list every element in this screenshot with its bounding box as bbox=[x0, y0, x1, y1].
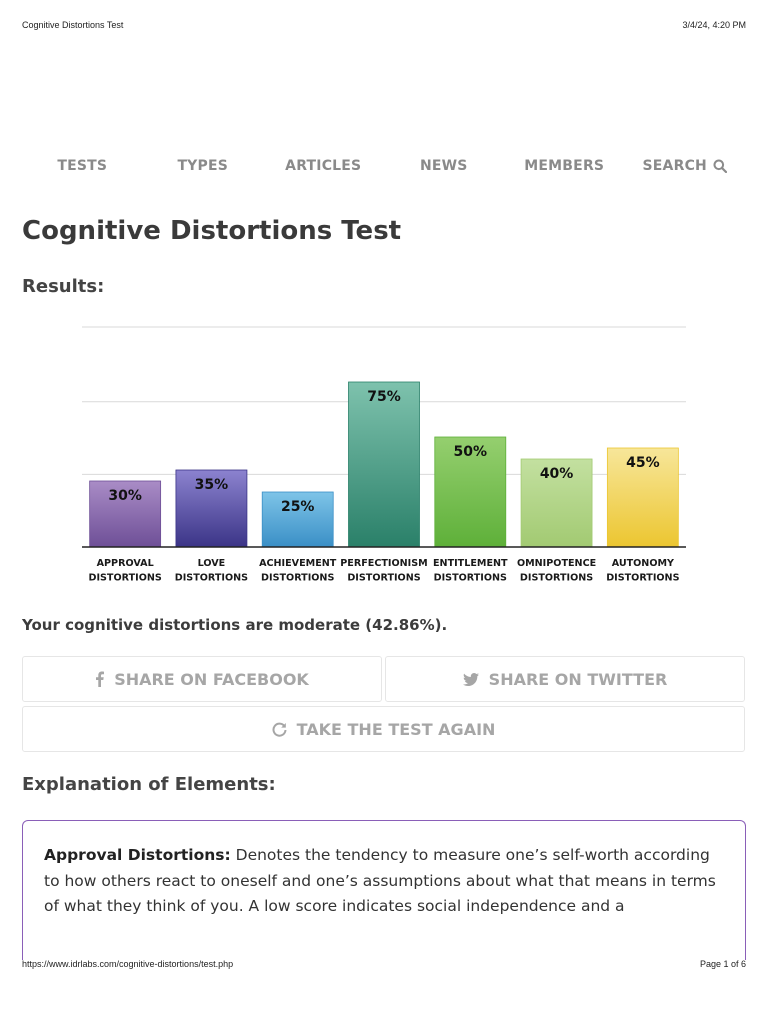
print-header bbox=[22, 20, 746, 30]
share-twitter-label: SHARE ON TWITTER bbox=[488, 669, 668, 689]
twitter-icon bbox=[463, 673, 479, 686]
print-footer bbox=[22, 959, 746, 969]
bar-value-label: 45% bbox=[626, 455, 660, 471]
result-summary: Your cognitive distortions are moderate (42.86%). bbox=[22, 616, 448, 634]
take-test-again-button[interactable] bbox=[22, 706, 745, 752]
nav-types-label: TYPES bbox=[177, 158, 229, 174]
category-label: PERFECTIONISM bbox=[340, 558, 428, 569]
bar-value-label: 75% bbox=[367, 389, 401, 405]
category-label: APPROVAL bbox=[96, 558, 154, 569]
category-label: DISTORTIONS bbox=[174, 572, 249, 584]
category-label: DISTORTIONS bbox=[347, 572, 421, 584]
category-label: DISTORTIONS bbox=[519, 572, 594, 584]
chart-bar bbox=[349, 382, 420, 547]
results-bar-chart bbox=[78, 318, 690, 590]
category-label: DISTORTIONS bbox=[88, 572, 162, 584]
print-header-title: Cognitive Distortions Test bbox=[22, 20, 124, 30]
page-title: Cognitive Distortions Test bbox=[22, 216, 402, 246]
take-test-again-label: TAKE THE TEST AGAIN bbox=[296, 719, 496, 739]
print-footer-page: Page 1 of 6 bbox=[699, 959, 746, 969]
facebook-icon bbox=[95, 671, 104, 687]
refresh-icon bbox=[272, 722, 287, 737]
print-header-datetime: 3/4/24, 4:20 PM bbox=[682, 20, 746, 30]
nav-articles-label: ARTICLES bbox=[285, 158, 362, 174]
category-label: ACHIEVEMENT bbox=[259, 558, 337, 569]
category-label: DISTORTIONS bbox=[433, 572, 507, 584]
bar-value-label: 25% bbox=[280, 499, 315, 515]
share-twitter-button[interactable] bbox=[385, 656, 745, 702]
results-heading: Results: bbox=[22, 276, 105, 297]
category-label: LOVE bbox=[197, 558, 226, 569]
bar-value-label: 30% bbox=[108, 488, 142, 504]
category-label: ENTITLEMENT bbox=[432, 558, 508, 569]
category-label: DISTORTIONS bbox=[606, 572, 680, 584]
explanation-box bbox=[22, 820, 746, 960]
category-label: DISTORTIONS bbox=[261, 572, 335, 584]
nav-tests[interactable] bbox=[22, 158, 143, 174]
explanation-term: Approval Distortions: bbox=[44, 846, 231, 864]
nav-search-label: SEARCH bbox=[642, 158, 707, 174]
search-icon bbox=[713, 159, 727, 173]
nav-members[interactable] bbox=[504, 158, 625, 174]
nav-members-label: MEMBERS bbox=[524, 158, 605, 174]
bar-value-label: 40% bbox=[539, 466, 574, 482]
explanation-heading: Explanation of Elements: bbox=[22, 774, 276, 795]
bar-value-label: 50% bbox=[453, 444, 488, 460]
nav-tests-label: TESTS bbox=[57, 158, 108, 174]
explanation-text: Denotes the tendency to measure one’s self-worth according to how others react to oneself and one’s assumptions about what that means in terms of what they think of you. A low score indicates social independence and a bbox=[44, 846, 716, 915]
print-footer-url: https://www.idrlabs.com/cognitive-distortions/test.php bbox=[22, 959, 234, 969]
nav-search[interactable] bbox=[625, 158, 746, 174]
category-label: OMNIPOTENCE bbox=[516, 558, 597, 569]
bar-value-label: 35% bbox=[194, 477, 229, 493]
nav-news[interactable] bbox=[384, 158, 505, 174]
share-facebook-label: SHARE ON FACEBOOK bbox=[114, 669, 309, 689]
nav-news-label: NEWS bbox=[419, 158, 468, 174]
main-nav bbox=[22, 158, 745, 174]
nav-articles[interactable] bbox=[263, 158, 384, 174]
share-facebook-button[interactable] bbox=[22, 656, 382, 702]
nav-types[interactable] bbox=[143, 158, 264, 174]
category-label: AUTONOMY bbox=[611, 558, 675, 569]
